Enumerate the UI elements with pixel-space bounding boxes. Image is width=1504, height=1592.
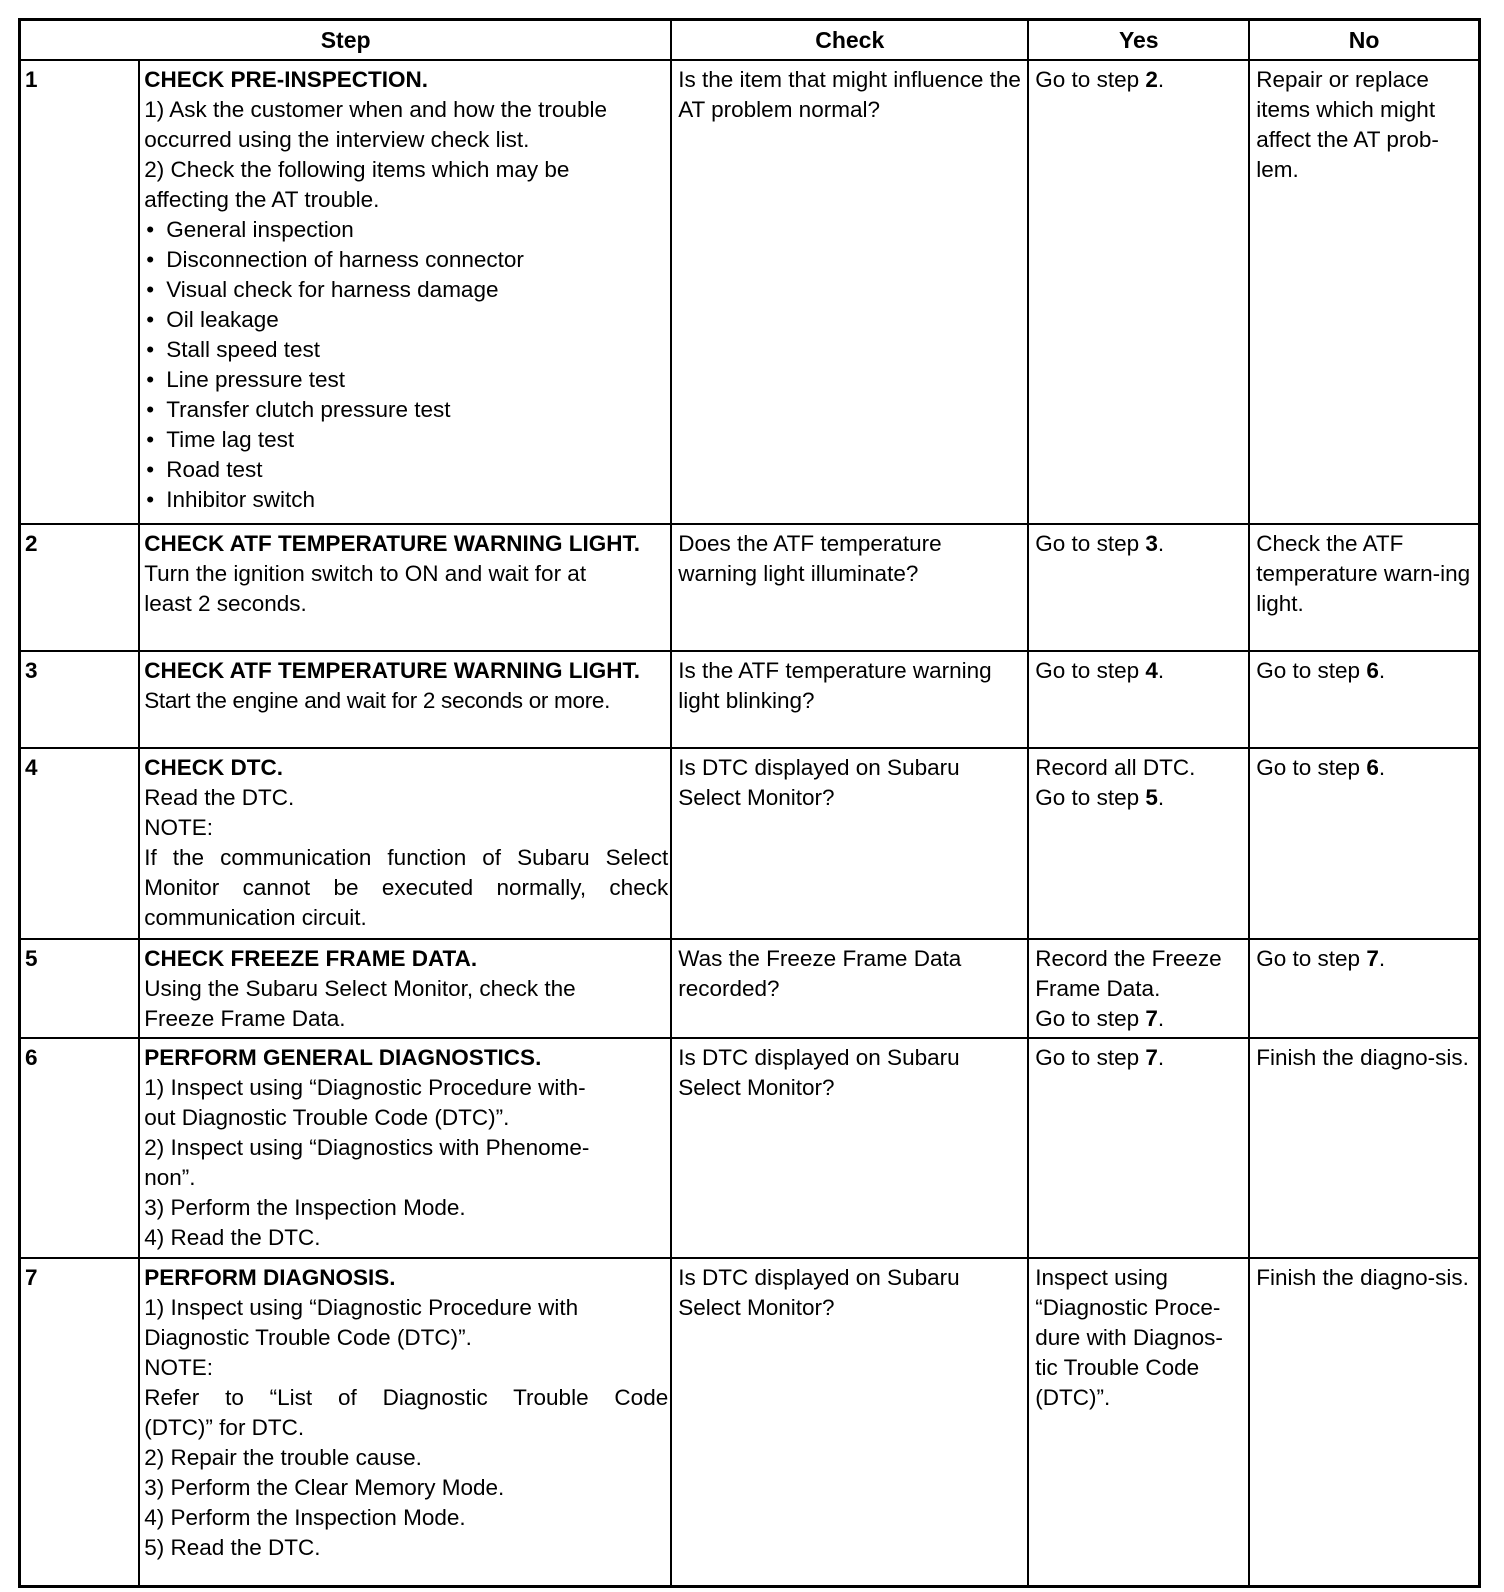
yes-step-ref: 7 — [1145, 1044, 1158, 1070]
yes-cell — [1028, 939, 1249, 1038]
yes-cell — [1028, 60, 1249, 524]
step-line: 2) Inspect using “Diagnostics with Phenome- — [144, 1134, 590, 1160]
bullet-item: • Road test — [144, 455, 668, 485]
yes-prefix: Go to step — [1035, 1044, 1146, 1070]
yes-suffix: . — [1157, 658, 1165, 684]
step-line: 3) Perform the Inspection Mode. — [144, 1194, 466, 1220]
bullet-item: • Oil leakage — [144, 305, 668, 335]
step-line: If the communication function of Subaru Select — [144, 845, 669, 871]
no-cell: Check the ATF temperature warn-ing light. — [1249, 524, 1479, 652]
bullet-item: • Disconnection of harness connector — [144, 245, 668, 275]
yes-step-ref: 5 — [1145, 785, 1158, 811]
step-description — [139, 524, 671, 652]
table-row — [20, 1258, 1480, 1586]
yes-step-ref: 2 — [1145, 67, 1158, 92]
bullet-item: • Stall speed test — [144, 335, 668, 365]
step-line: 1) Ask the customer when and how the trouble — [144, 97, 607, 122]
no-cell — [1249, 748, 1479, 938]
diagnostic-procedure-table — [18, 18, 1481, 1588]
check-cell: Is the ATF temperature warning light blinking? — [671, 651, 1028, 748]
step-title: CHECK PRE-INSPECTION. — [144, 67, 428, 92]
step-title: CHECK FREEZE FRAME DATA. — [144, 945, 478, 971]
yes-prefix: Go to step — [1035, 67, 1146, 92]
no-cell — [1249, 651, 1479, 748]
table-row — [20, 651, 1480, 748]
step-line: Start the engine and wait for 2 seconds or more. — [144, 688, 611, 714]
no-cell: Repair or replace items which might affect the AT prob-lem. — [1249, 60, 1479, 524]
no-step-ref: 6 — [1366, 755, 1379, 781]
step-line: occurred using the interview check list. — [144, 127, 530, 152]
step-line: Diagnostic Trouble Code (DTC)”. — [144, 1325, 472, 1351]
yes-cell — [1028, 1038, 1249, 1259]
yes-cell: Inspect using “Diagnostic Proce-dure with Diagnos-tic Trouble Code (DTC)”. — [1028, 1258, 1249, 1586]
step-line: affecting the AT trouble. — [144, 187, 380, 212]
yes-line: Record all DTC. — [1035, 755, 1196, 781]
check-cell: Is DTC displayed on Subaru Select Monitor? — [671, 1038, 1028, 1259]
yes-suffix: . — [1157, 1044, 1165, 1070]
check-cell: Is the item that might influence the AT problem normal? — [671, 60, 1028, 524]
no-cell — [1249, 939, 1479, 1038]
step-line: non”. — [144, 1164, 196, 1190]
no-prefix: Go to step — [1256, 945, 1367, 971]
step-line: Read the DTC. — [144, 785, 295, 811]
no-prefix: Go to step — [1256, 658, 1367, 684]
step-line: communication circuit. — [144, 905, 367, 931]
bullet-item: • Visual check for harness damage — [144, 275, 668, 305]
bullet-item: • Inhibitor switch — [144, 485, 668, 515]
step-line: Monitor cannot be executed normally, check — [144, 875, 669, 901]
no-suffix: . — [1378, 945, 1386, 971]
step-line: 5) Read the DTC. — [144, 1535, 321, 1561]
yes-cell — [1028, 524, 1249, 652]
no-suffix: . — [1378, 755, 1386, 781]
step-number: 1 — [20, 60, 140, 524]
step-number: 4 — [20, 748, 140, 938]
yes-suffix: . — [1157, 1005, 1165, 1031]
step-number: 6 — [20, 1038, 140, 1259]
step-line: NOTE: — [144, 1355, 213, 1381]
step-title: CHECK DTC. — [144, 755, 283, 781]
step-line: least 2 seconds. — [144, 590, 307, 616]
step-title: PERFORM DIAGNOSIS. — [144, 1265, 396, 1291]
step-description — [139, 939, 671, 1038]
yes-prefix: Go to step — [1035, 658, 1146, 684]
no-cell: Finish the diagno-sis. — [1249, 1258, 1479, 1586]
yes-cell — [1028, 651, 1249, 748]
step-line: 1) Inspect using “Diagnostic Procedure with- — [144, 1074, 586, 1100]
header-step: Step — [20, 20, 672, 61]
check-cell: Was the Freeze Frame Data recorded? — [671, 939, 1028, 1038]
step-title: CHECK ATF TEMPERATURE WARNING LIGHT. — [144, 530, 641, 556]
table-row — [20, 60, 1480, 524]
yes-suffix: . — [1157, 530, 1165, 556]
no-cell: Finish the diagno-sis. — [1249, 1038, 1479, 1259]
step-line: Refer to “List of Diagnostic Trouble Code — [144, 1385, 669, 1411]
step-line: (DTC)” for DTC. — [144, 1415, 305, 1441]
step-line: 4) Perform the Inspection Mode. — [144, 1505, 466, 1531]
step-line: 3) Perform the Clear Memory Mode. — [144, 1475, 505, 1501]
header-check: Check — [671, 20, 1028, 61]
yes-line: Record the Freeze Frame Data. — [1035, 945, 1222, 1001]
table-row — [20, 524, 1480, 652]
yes-prefix: Go to step — [1035, 530, 1146, 556]
step-line: 2) Repair the trouble cause. — [144, 1445, 422, 1471]
header-yes: Yes — [1028, 20, 1249, 61]
step-title: PERFORM GENERAL DIAGNOSTICS. — [144, 1044, 542, 1070]
step-description — [139, 651, 671, 748]
no-prefix: Go to step — [1256, 755, 1367, 781]
yes-suffix: . — [1157, 785, 1165, 811]
no-step-ref: 7 — [1366, 945, 1379, 971]
yes-step-ref: 3 — [1145, 530, 1158, 556]
yes-prefix: Go to step — [1035, 1005, 1146, 1031]
no-step-ref: 6 — [1366, 658, 1379, 684]
step-line: Using the Subaru Select Monitor, check the — [144, 975, 576, 1001]
step-number: 3 — [20, 651, 140, 748]
bullet-item: • Time lag test — [144, 425, 668, 455]
step-number: 2 — [20, 524, 140, 652]
check-cell: Is DTC displayed on Subaru Select Monitor? — [671, 748, 1028, 938]
table-row — [20, 1038, 1480, 1259]
step-line: Freeze Frame Data. — [144, 1005, 346, 1031]
step-number: 7 — [20, 1258, 140, 1586]
yes-prefix: Go to step — [1035, 785, 1146, 811]
step-description — [139, 1038, 671, 1259]
bullet-item: • General inspection — [144, 215, 668, 245]
step-description — [139, 1258, 671, 1586]
table-row — [20, 748, 1480, 938]
step-line: Turn the ignition switch to ON and wait for at — [144, 560, 587, 586]
step-line: out Diagnostic Trouble Code (DTC)”. — [144, 1104, 510, 1130]
check-cell: Does the ATF temperature warning light illuminate? — [671, 524, 1028, 652]
header-row — [20, 20, 1480, 61]
step-line: 1) Inspect using “Diagnostic Procedure with — [144, 1295, 579, 1321]
table-row — [20, 939, 1480, 1038]
step-description — [139, 60, 671, 524]
step-number: 5 — [20, 939, 140, 1038]
bullet-item: • Transfer clutch pressure test — [144, 395, 668, 425]
step-line: NOTE: — [144, 815, 213, 841]
yes-suffix: . — [1157, 67, 1165, 92]
header-no: No — [1249, 20, 1479, 61]
no-suffix: . — [1378, 658, 1386, 684]
check-cell: Is DTC displayed on Subaru Select Monitor? — [671, 1258, 1028, 1586]
yes-step-ref: 7 — [1145, 1005, 1158, 1031]
bullet-item: • Line pressure test — [144, 365, 668, 395]
step-line: 4) Read the DTC. — [144, 1224, 321, 1250]
step-title: CHECK ATF TEMPERATURE WARNING LIGHT. — [144, 658, 641, 684]
yes-cell — [1028, 748, 1249, 938]
step-line: 2) Check the following items which may be — [144, 157, 570, 182]
step-description — [139, 748, 671, 938]
yes-step-ref: 4 — [1145, 658, 1158, 684]
